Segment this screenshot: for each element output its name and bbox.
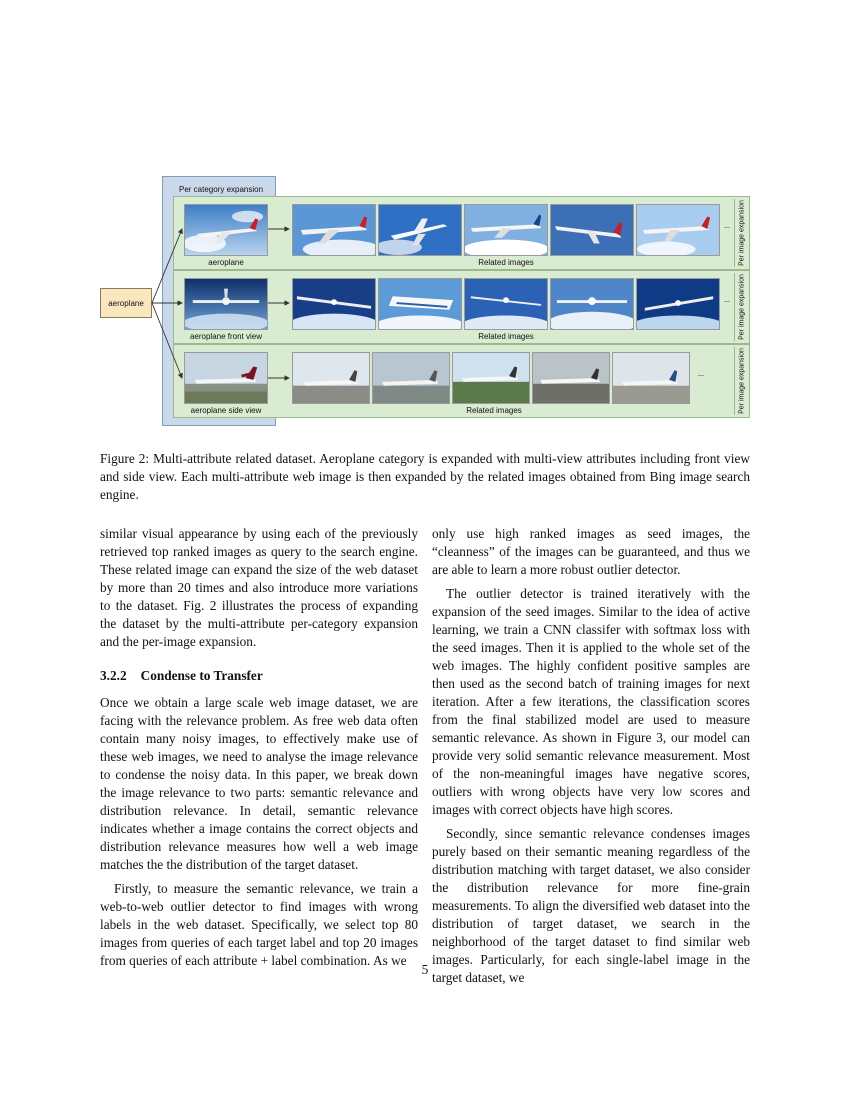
related-image [452, 352, 530, 404]
paragraph: similar visual appearance by using each of the previously retrieved top ranked images as query to the search engine. These related image can expand the size of the web dataset by more than 20 times and also introduce more variations to the dataset. Fig. 2 illustrates the process of expanding the dataset by the multi-attribute per-category expansion and the per-image expansion. [100, 526, 418, 649]
seed-image-aeroplane-side-view [184, 352, 268, 404]
category-box-title: Per category expansion [179, 185, 264, 194]
related-image [292, 278, 376, 330]
left-column [100, 525, 418, 976]
related-image [378, 278, 462, 330]
expansion-row-aeroplane-front-view [173, 270, 750, 344]
related-caption: Related images [466, 406, 522, 415]
figure-caption: Figure 2: Multi-attribute related dataset. Aeroplane category is expanded with multi-view attributes including front view and side view. Each multi-attribute web image is then expanded by the related images obtained from Bing image search engine. [100, 451, 750, 502]
subsection-number: 3.2.2 [100, 668, 127, 683]
related-image [532, 352, 610, 404]
related-image [292, 352, 370, 404]
related-image [636, 278, 720, 330]
related-images-panel [292, 199, 732, 267]
related-image [636, 204, 720, 256]
seed-caption: aeroplane [208, 258, 244, 267]
related-images-panel [292, 347, 732, 415]
expansion-row-aeroplane-side-view [173, 344, 750, 418]
paragraph: Firstly, to measure the semantic relevance, we train a web-to-web outlier detector to find images with wrong labels in the web dataset. Specifically, we select top 80 images from queries of each target label and top 20 images from queries of each attribute + label combination. As we [100, 881, 418, 968]
seed-image-aeroplane-front-view [184, 278, 268, 330]
more-images-ellipsis: ... [724, 221, 730, 230]
related-image [464, 204, 548, 256]
expansion-row-aeroplane [173, 196, 750, 270]
seed-image-aeroplane [184, 204, 268, 256]
related-image [612, 352, 690, 404]
subsection-title: Condense to Transfer [140, 668, 263, 683]
per-image-expansion-label: Per image expansion [734, 199, 749, 267]
related-image [550, 204, 634, 256]
right-column [432, 525, 750, 993]
seed-caption: aeroplane side view [190, 406, 262, 415]
paragraph: only use high ranked images as seed images, the “cleanness” of the images can be guaranteed, and thus we are able to learn a more robust outlier detector. [432, 526, 750, 577]
related-image [292, 204, 376, 256]
page-number: 5 [421, 962, 429, 977]
input-category-box: aeroplane [100, 288, 152, 318]
paragraph: Once we obtain a large scale web image dataset, we are facing with the relevance problem. As free web data often contain many noisy images, to effectively make use of these web images, we need to analyse the image relevance to condense the noisy data. In this paper, we break down the image relevance to two parts: semantic relevance and distribution relevance. In detail, semantic relevance indicates whether a image contains the correct objects and distribution relevance measures how well a web image matches the the distribution of the target dataset. [100, 695, 418, 872]
related-caption: Related images [478, 258, 534, 267]
figure-2 [100, 174, 750, 430]
per-image-expansion-label: Per image expansion [734, 273, 749, 341]
more-images-ellipsis: ... [724, 295, 730, 304]
related-image [372, 352, 450, 404]
related-images-panel [292, 273, 732, 341]
related-caption: Related images [478, 332, 534, 341]
seed-caption: aeroplane front view [189, 332, 263, 341]
related-image [464, 278, 548, 330]
subsection-heading [100, 667, 418, 685]
paragraph: The outlier detector is trained iteratively with the expansion of the seed images. Similar to the idea of active learning, we train a CNN classifer with softmax loss with the seed images. Then it is applied to the whole set of the web images. The highly confident positive samples are then used as the second batch of training images for next iteration. After a few iterations, the classification scores from the final stabilized model are used to measure semantic relevance. As shown in Figure 3, our model can provide very solid semantic relevance measurement. Most of the non-meaningful images have negative scores, outliers with wrong objects have very low scores and images with correct objects have high scores. [432, 586, 750, 817]
more-images-ellipsis: ... [698, 369, 704, 378]
paragraph: Secondly, since semantic relevance condenses images purely based on their semantic meaning regardless of the distribution matching with target dataset, we also consider the distribution relevance for more fine-grain measurements. To align the diversified web dataset into the distribution of target dataset, we search in the neighborhood of the target dataset to find similar web images. Particularly, for each single-label image in the target dataset, we [432, 826, 750, 985]
related-image [550, 278, 634, 330]
related-image [378, 204, 462, 256]
per-image-expansion-label: Per image expansion [734, 347, 749, 415]
